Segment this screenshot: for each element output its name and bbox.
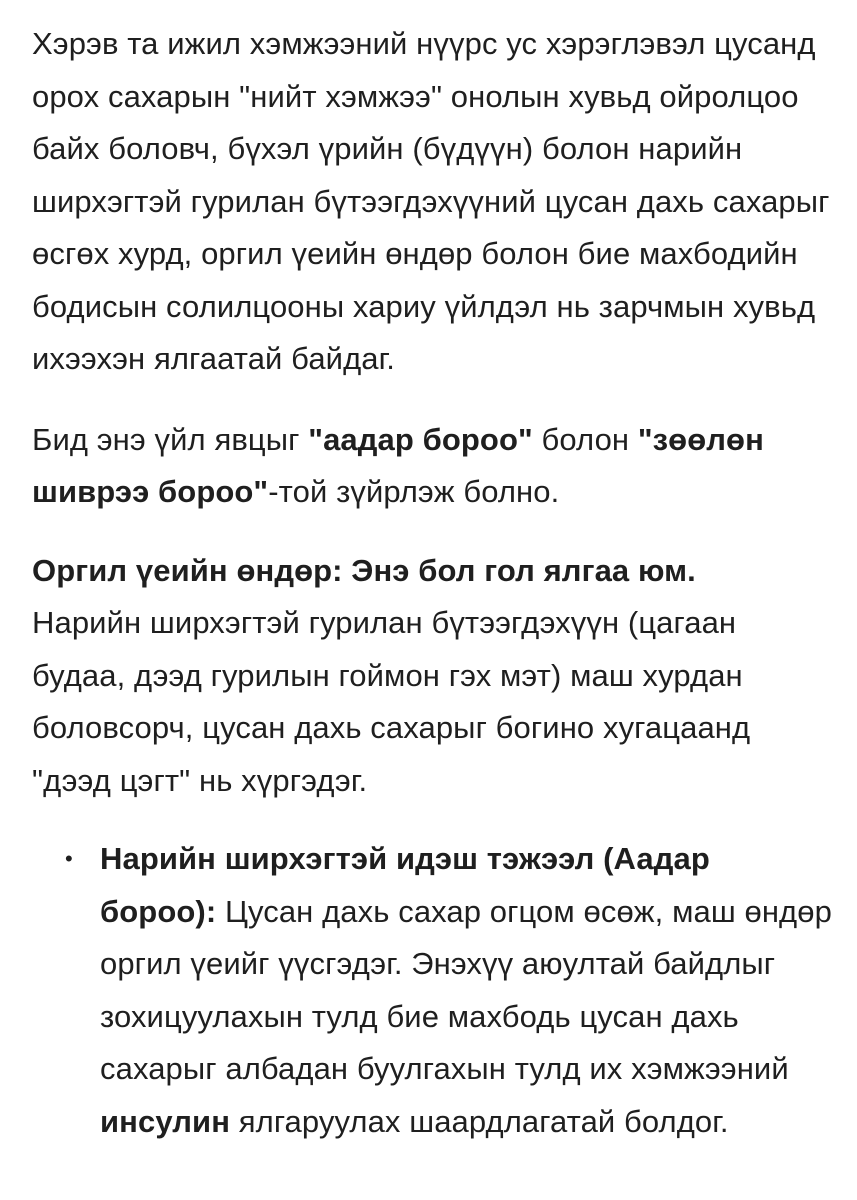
list-item <box>32 833 832 1148</box>
bullet-icon: • <box>65 846 73 871</box>
analogy-text-end: -той зүйрлэж болно. <box>268 474 560 509</box>
paragraph-analogy <box>32 414 832 519</box>
peak-text: Нарийн ширхэгтэй гурилан бүтээгдэхүүн (цагаан будаа, дээд гурилын гоймон гэх мэт) маш хурдан боловсорч, цусан дахь сахарыг богино хугацаанд "дээд цэгт" нь хүргэдэг. <box>32 605 751 798</box>
paragraph-intro: Хэрэв та ижил хэмжээний нүүрс ус хэрэглэвэл цусанд орох сахарын "нийт хэмжээ" онолын хувьд ойролцоо байх боловч, бүхэл үрийн (бүдүүн) болон нарийн ширхэгтэй гурилан бүтээгдэхүүний цусан дахь сахарыг өсгөх хурд, оргил үеийн өндөр болон бие махбодийн бодисын солилцооны хариу үйлдэл нь зарчмын хувьд ихээхэн ялгаатай байдаг. <box>32 26 830 376</box>
analogy-term-drizzle: "зөөлөн шиврээ бороо" <box>32 421 764 509</box>
insulin-term: инсулин <box>100 1103 231 1139</box>
analogy-term-downpour: "аадар бороо" <box>308 421 533 457</box>
list-item-title: Нарийн ширхэгтэй идэш тэжээл (Аадар бороо): <box>100 841 710 929</box>
analogy-text-and: болон <box>532 421 638 457</box>
article-body <box>32 18 832 1148</box>
analogy-text-start: Бид энэ үйл явцыг <box>32 421 309 457</box>
bullet-list <box>32 833 832 1148</box>
list-item-text: Цусан дахь сахар огцом өсөж, маш өндөр оргил үеийг үүсгэдэг. Энэхүү аюултай байдлыг зохицуулахын тулд бие махбодь цусан дахь сахарыг албадан буулгахын тулд их хэмжээний <box>100 893 832 1086</box>
peak-heading: Оргил үеийн өндөр: Энэ бол гол ялгаа юм. <box>32 552 696 588</box>
paragraph-peak <box>32 545 832 808</box>
list-item-text-end: ялгаруулах шаардлагатай болдог. <box>230 1103 729 1139</box>
